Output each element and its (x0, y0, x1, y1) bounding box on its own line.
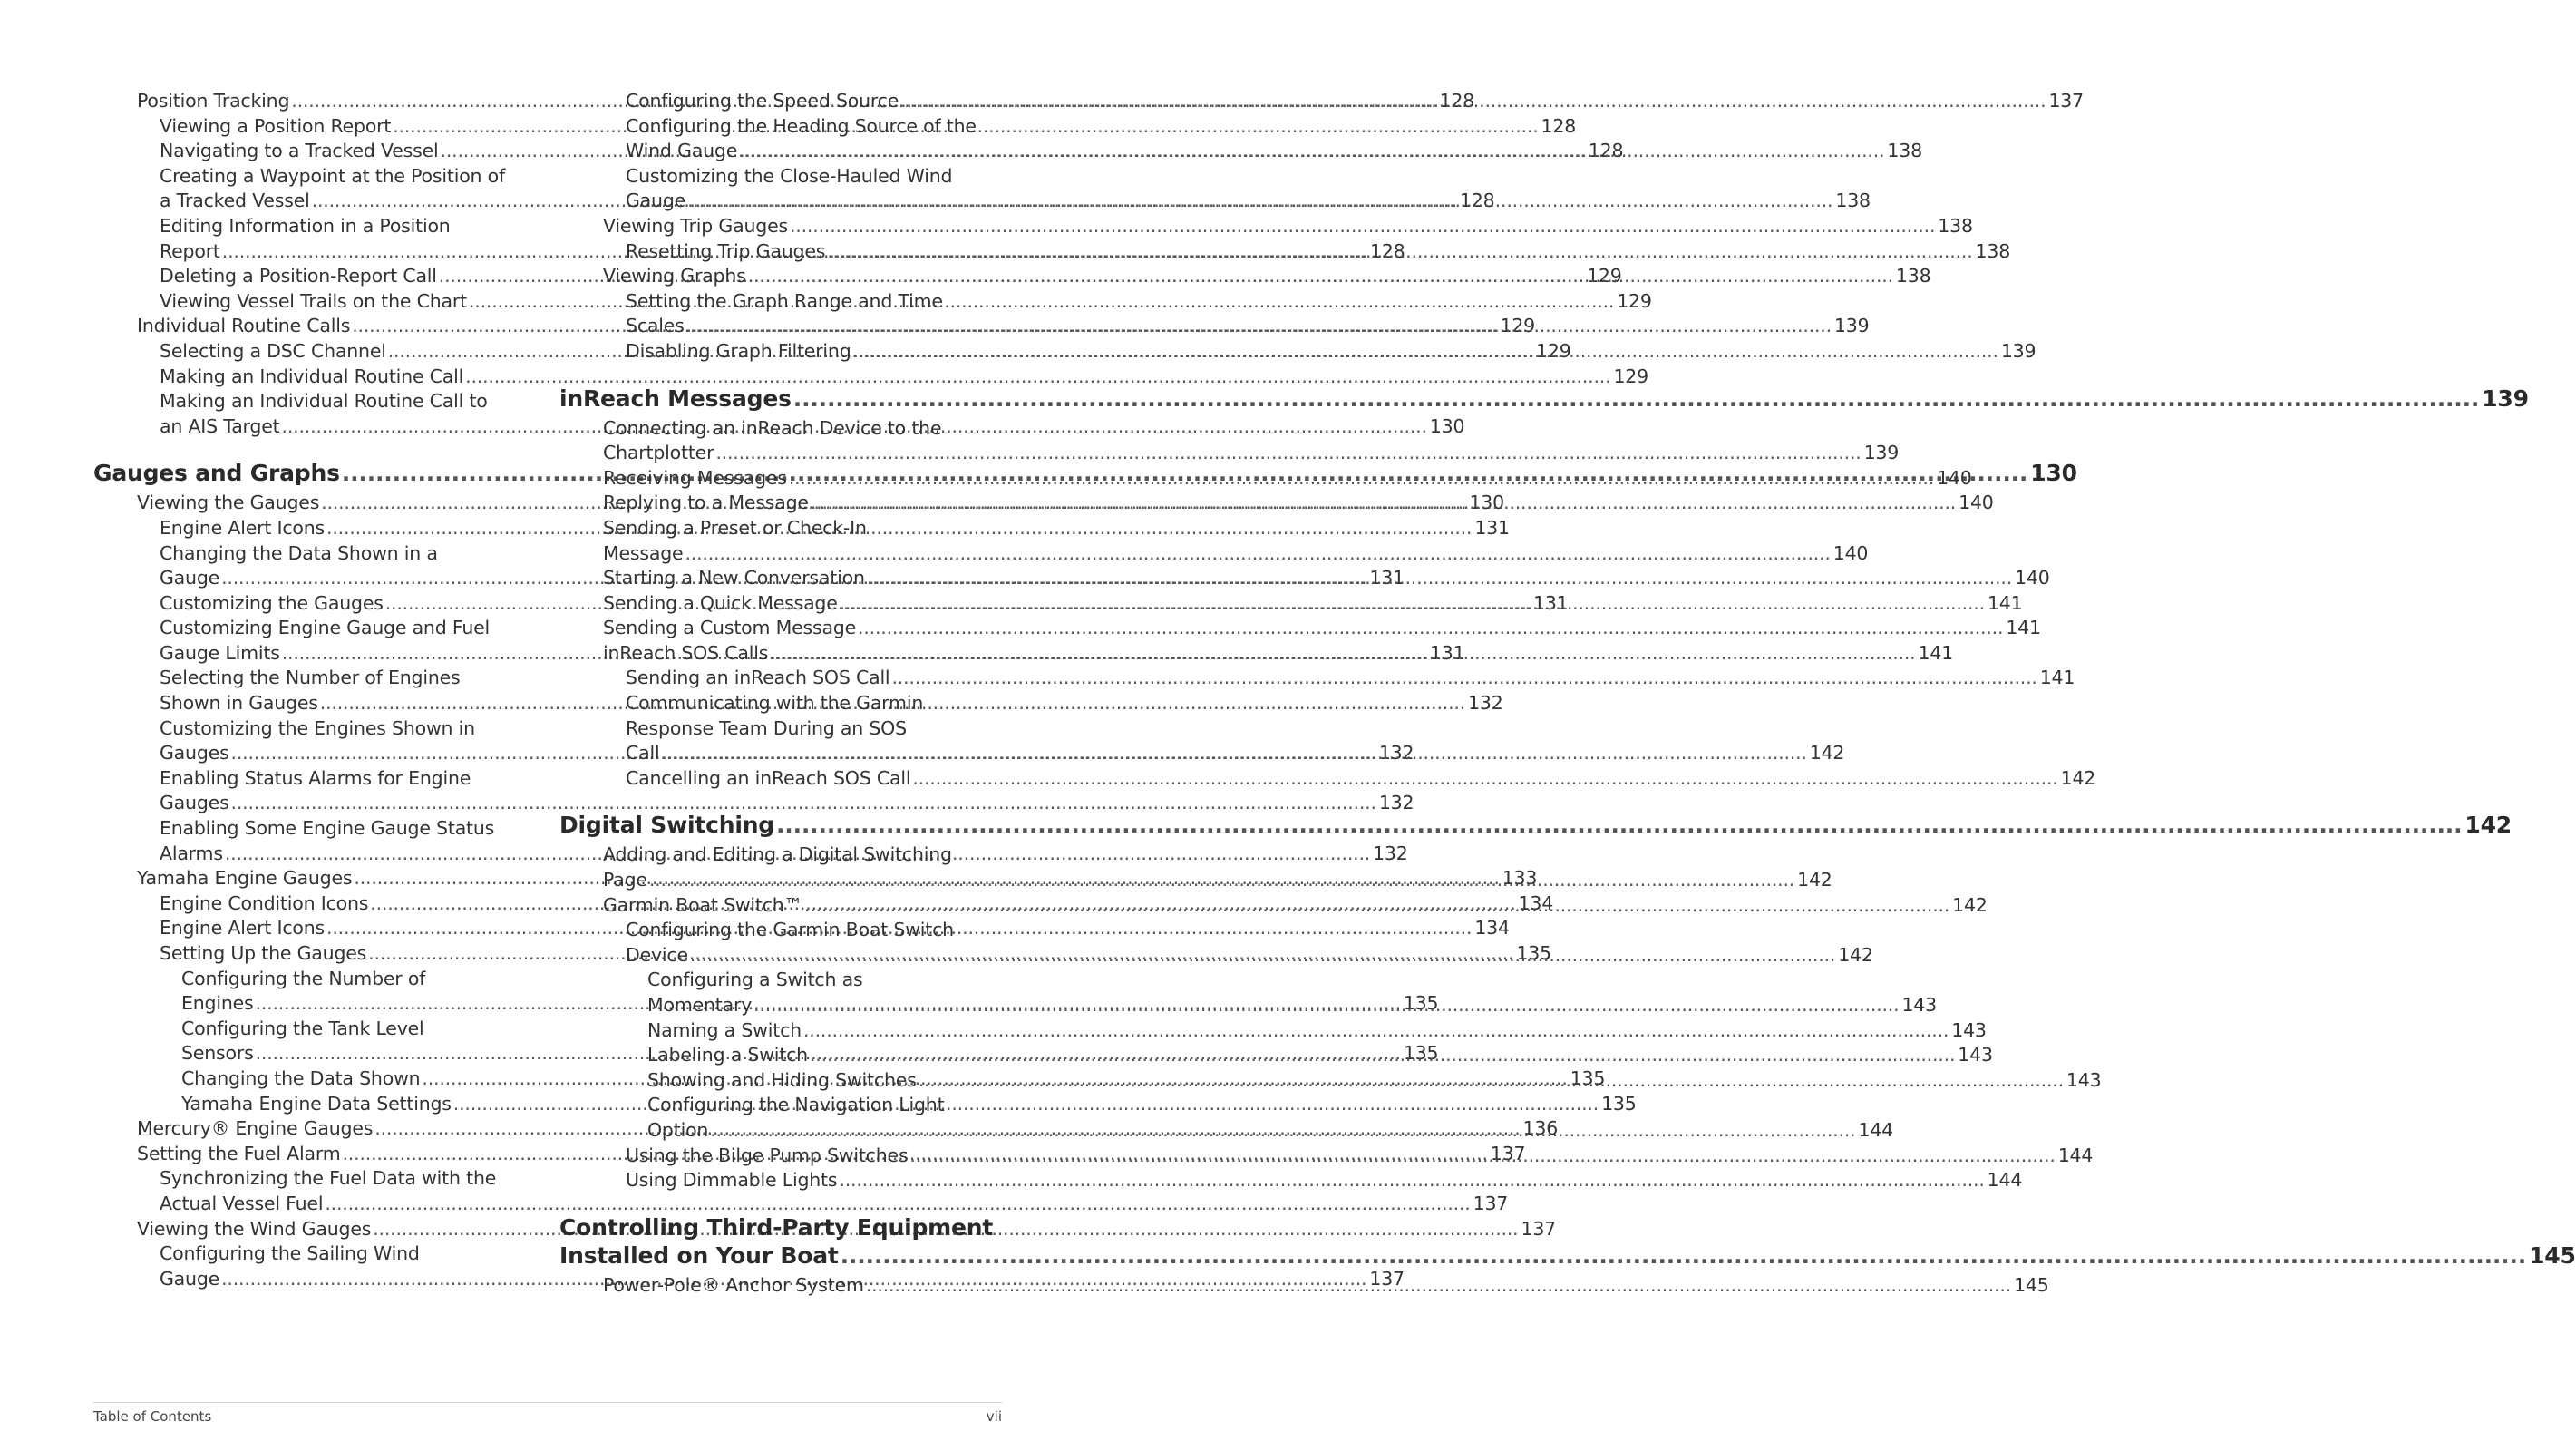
toc-entry-title: inReach SOS Calls (603, 641, 769, 664)
toc-entry-title-line: Enabling Some Engine Gauge Status (160, 817, 495, 840)
toc-entry-title: Engines (181, 992, 254, 1015)
toc-page-number: 141 (2039, 667, 2075, 689)
toc-page-number: 130 (1429, 414, 1465, 437)
toc-page-number: 140 (2015, 567, 2050, 589)
dot-leader (912, 766, 2057, 792)
toc-entry-title-line: Configuring the Tank Level (181, 1017, 424, 1039)
toc-entry-title-line: Configuring a Switch as (647, 969, 863, 991)
toc-page-number: 138 (1887, 140, 1922, 162)
toc-entry-title: Gauges and Graphs (93, 460, 340, 487)
toc-entry-title-line: Synchronizing the Fuel Data with the (160, 1167, 497, 1190)
toc-entry-title: Installed on Your Boat (559, 1242, 839, 1269)
toc-entry-title: Sending an inReach SOS Call (626, 667, 890, 689)
toc-page-number: 129 (1617, 289, 1652, 312)
dot-leader (811, 491, 1956, 516)
toc-entry-title: Naming a Switch (647, 1018, 802, 1041)
dot-leader (770, 641, 1915, 667)
toc-entry[interactable] (559, 466, 1972, 492)
toc-entry-title: Viewing Vessel Trails on the Chart (160, 289, 467, 312)
toc-entry-title: Page (603, 869, 647, 891)
dot-leader (793, 385, 2479, 413)
toc-entry-title: Configuring the Speed Source (626, 90, 899, 112)
toc-entry-title: Wind Gauge (626, 140, 738, 162)
toc-entry-title-line: Configuring the Garmin Boat Switch (626, 919, 954, 941)
dot-leader (661, 741, 1806, 766)
toc-entry-title-line: Selecting the Number of Engines (160, 667, 461, 689)
toc-entry-title-line: Enabling Status Alarms for Engine (160, 766, 471, 789)
dot-leader (715, 441, 1861, 466)
toc-entry-title: Engine Alert Icons (160, 516, 326, 539)
toc-entry-title: Individual Routine Calls (137, 315, 351, 337)
footer-section-label: Table of Contents (93, 1408, 212, 1425)
toc-entry-title: Viewing a Position Report (160, 114, 392, 137)
toc-entry-title-line: Customizing Engine Gauge and Fuel (160, 617, 491, 639)
toc-entry-title: Scales (626, 315, 685, 337)
toc-entry-title: Viewing the Wind Gauges (137, 1217, 372, 1240)
toc-page-number: 139 (2482, 385, 2529, 412)
toc-entry-title: Option (647, 1118, 709, 1141)
dot-leader (853, 339, 1998, 365)
toc-page-number: 131 (1429, 641, 1465, 664)
toc-entry-title: Actual Vessel Fuel (160, 1192, 324, 1214)
toc-entry[interactable] (559, 1168, 2023, 1193)
toc-page-number: 131 (1533, 591, 1569, 614)
toc-entry-title: Resetting Trip Gauges (626, 239, 826, 262)
toc-entry[interactable] (559, 666, 2075, 691)
toc-page-number: 129 (1613, 365, 1648, 387)
toc-page-number: 144 (2057, 1144, 2094, 1166)
dot-leader (858, 616, 2003, 641)
toc-entry-title: Momentary (647, 994, 753, 1016)
dot-leader (748, 264, 1893, 289)
toc-entry-title-line: Creating a Waypoint at the Position of (160, 164, 506, 187)
toc-entry-title-line: Configuring the Heading Source of the (626, 114, 977, 137)
toc-entry-title-line: Setting the Graph Range and Time (626, 289, 943, 312)
toc-entry-title: Starting a New Conversation (603, 567, 865, 589)
toc-page-number: 128 (1588, 140, 1624, 162)
toc-page-number: 144 (1858, 1118, 1894, 1141)
toc-entry-title: Setting the Fuel Alarm (137, 1142, 341, 1164)
toc-page-number: 129 (1536, 339, 1571, 362)
toc-entry-title: Making an Individual Routine Call (160, 365, 464, 387)
toc-entry[interactable] (559, 766, 2096, 792)
toc-entry-title: a Tracked Vessel (160, 190, 310, 212)
toc-page-number: 132 (1378, 792, 1414, 814)
toc-page-number: 142 (1797, 869, 1832, 891)
toc-page-number: 137 (2048, 90, 2084, 112)
toc-entry-title: Position Tracking (137, 90, 290, 112)
toc-page-number: 132 (1378, 742, 1414, 764)
dot-leader (710, 1118, 1855, 1144)
dot-leader (867, 566, 2012, 591)
toc-page-number: 136 (1522, 1117, 1559, 1140)
toc-page-number: 135 (1601, 1092, 1637, 1115)
page-footer (93, 1402, 1002, 1425)
toc-entry-title-line: Customizing the Close-Hauled Wind (626, 164, 953, 187)
toc-entry-title: Viewing Graphs (603, 265, 746, 287)
dot-leader (685, 541, 1830, 567)
toc-entry-title: Message (603, 541, 684, 564)
toc-page-number: 143 (1951, 1018, 1987, 1041)
toc-entry[interactable] (559, 616, 2041, 641)
dot-leader (690, 943, 1835, 969)
toc-page-number: 128 (1439, 90, 1475, 112)
toc-page-number: 141 (1987, 591, 2023, 614)
dot-leader (803, 1018, 1949, 1044)
toc-page-number: 142 (1952, 893, 1988, 916)
toc-entry-title: Labeling a Switch (647, 1044, 808, 1066)
toc-entry-title: Engine Alert Icons (160, 917, 326, 940)
toc-entry-title: Power-Pole® Anchor System (603, 1273, 864, 1296)
dot-leader (841, 1242, 2526, 1270)
toc-chapter-entry[interactable] (559, 811, 2512, 839)
toc-entry-title-line: Editing Information in a Position (160, 214, 451, 237)
toc-entry-title-line: Communicating with the Garmin (626, 692, 924, 715)
toc-page-number: 135 (1516, 942, 1551, 964)
dot-leader (919, 1068, 2064, 1094)
toc-entry-title: Gauge (160, 567, 220, 589)
dot-leader (827, 239, 1972, 265)
toc-page-number: 142 (1809, 742, 1845, 764)
toc-entry-title: Call (626, 742, 660, 764)
toc-entry-title: Mercury® Engine Gauges (137, 1117, 374, 1140)
toc-entry-title: Selecting a DSC Channel (160, 339, 386, 362)
toc-entry-title: Customizing the Gauges (160, 591, 384, 614)
toc-page-number: 138 (1895, 265, 1931, 287)
toc-entry-title-line: Connecting an inReach Device to the (603, 416, 942, 439)
toc-page-number: 134 (1474, 917, 1510, 940)
toc-page-number: 139 (2000, 339, 2036, 362)
toc-page-number: 130 (1469, 492, 1504, 514)
toc-entry-title-line: Configuring the Number of (181, 967, 426, 989)
toc-entry-title: an AIS Target (160, 414, 280, 437)
dot-leader (866, 1273, 2011, 1299)
toc-entry-title: Alarms (160, 842, 223, 864)
dot-leader (753, 993, 1899, 1018)
toc-page-number: 137 (1473, 1192, 1509, 1214)
toc-page-number: 140 (1959, 492, 1994, 514)
toc-entry-title: Gauge (626, 190, 686, 212)
toc-page-number: 145 (2529, 1242, 2576, 1269)
toc-entry-title: Viewing the Gauges (137, 492, 320, 514)
dot-leader (909, 1144, 2055, 1169)
toc-page-number: 144 (1987, 1169, 2023, 1192)
toc-page-number: 135 (1403, 992, 1439, 1015)
toc-entry[interactable] (559, 214, 1973, 239)
toc-entry-title: Changing the Data Shown (181, 1066, 421, 1089)
toc-page-number: 129 (1500, 315, 1536, 337)
dot-leader (686, 314, 1832, 339)
toc-entry-title-line: Response Team During an SOS (626, 716, 907, 739)
toc-entry-title: Viewing Trip Gauges (603, 214, 788, 237)
dot-leader (790, 214, 1935, 239)
toc-page-number: 128 (1541, 114, 1577, 137)
toc-page-number: 142 (2060, 766, 2096, 789)
dot-leader (891, 666, 2036, 691)
dot-leader (804, 893, 1949, 919)
toc-page-number: 137 (1369, 1267, 1405, 1290)
toc-page-number: 143 (2066, 1068, 2102, 1091)
dot-leader (687, 189, 1832, 214)
toc-entry-title: Cancelling an inReach SOS Call (626, 766, 911, 789)
toc-entry-title-line: Adding and Editing a Digital Switching (603, 843, 952, 866)
toc-page-number: 141 (2006, 617, 2041, 639)
toc-entry-title-line: Configuring the Sailing Wind (160, 1242, 420, 1265)
toc-entry-title: Yamaha Engine Gauges (137, 867, 353, 890)
toc-page-number: 131 (1369, 567, 1405, 589)
toc-page-number: 129 (1587, 265, 1622, 287)
toc-page-number: 139 (1833, 315, 1870, 337)
toc-page-number: 142 (2464, 812, 2512, 839)
toc-page-number: 133 (1502, 867, 1538, 890)
toc-page-number: 137 (1521, 1217, 1557, 1240)
dot-leader (840, 591, 1985, 617)
toc-page-number: 145 (2014, 1273, 2049, 1296)
footer-page-number: vii (986, 1408, 1002, 1425)
toc-entry-title-line: Customizing the Engines Shown in (160, 716, 475, 739)
toc-page-number: 132 (1468, 692, 1503, 715)
toc-entry-title: Using the Bilge Pump Switches (626, 1144, 909, 1166)
toc-page-number: 138 (1975, 239, 2011, 262)
toc-entry-title-line: Configuring the Navigation Light (647, 1094, 945, 1116)
toc-entry[interactable] (559, 1018, 1987, 1044)
toc-page-number: 143 (1901, 994, 1937, 1016)
toc-entry-title: Garmin Boat Switch™ (603, 893, 802, 916)
toc-entry[interactable] (93, 365, 1648, 390)
toc-entry-title: Gauge Limits (160, 641, 280, 664)
toc-entry-title: Replying to a Message (603, 492, 809, 514)
dot-leader (900, 89, 2046, 114)
toc-entry-title-line: Changing the Data Shown in a (160, 541, 438, 564)
toc-entry-title: inReach Messages (559, 385, 792, 412)
toc-page-number: 140 (1832, 541, 1869, 564)
toc-chapter-entry[interactable] (559, 385, 2529, 413)
toc-page-number: 139 (1863, 442, 1900, 464)
toc-entry-title: Sending a Quick Message (603, 591, 838, 614)
toc-page-number: 134 (1518, 891, 1554, 914)
dot-leader (839, 1168, 1984, 1193)
toc-page-number: 128 (1370, 239, 1405, 262)
toc-entry-title: Gauges (160, 792, 229, 814)
toc-entry-title-line: Controlling Third-Party Equipment (559, 1213, 994, 1241)
toc-entry-title-line: Making an Individual Routine Call to (160, 390, 488, 413)
toc-entry-title: Engine Condition Icons (160, 891, 369, 914)
toc-entry-title: Yamaha Engine Data Settings (181, 1092, 452, 1115)
toc-entry-title: Shown in Gauges (160, 692, 318, 715)
toc-entry-title: Sensors (181, 1042, 254, 1065)
toc-entry-title: Setting Up the Gauges (160, 942, 367, 964)
dot-leader (649, 868, 1794, 893)
toc-page-number: 135 (1570, 1066, 1606, 1089)
toc-page-number: 131 (1474, 516, 1510, 539)
dot-leader (739, 139, 1884, 164)
toc-page-number: 137 (1490, 1142, 1526, 1164)
dot-leader (789, 466, 1934, 492)
toc-entry-title: Receiving Messages (603, 466, 787, 489)
toc-entry-title: Report (160, 239, 220, 262)
dot-leader (810, 1043, 1955, 1068)
toc-page-number: 142 (1838, 943, 1873, 966)
toc-entry-title: Gauges (160, 742, 229, 764)
toc-entry-title-line: Sending a Preset or Check-In (603, 516, 867, 539)
toc-entry-title: Showing and Hiding Switches (647, 1068, 917, 1091)
toc-entry-title: Navigating to a Tracked Vessel (160, 140, 439, 162)
toc-page-number: 143 (1958, 1044, 1993, 1066)
toc-entry-title: Deleting a Position-Report Call (160, 265, 437, 287)
toc-entry-title: Disabling Graph Filtering (626, 339, 851, 362)
toc-entry-title: Gauge (160, 1267, 220, 1290)
toc-page-number: 130 (2030, 460, 2077, 487)
toc-page-number: 135 (1403, 1042, 1439, 1065)
toc-entry-title: Sending a Custom Message (603, 617, 857, 639)
toc-page-number: 128 (1459, 190, 1495, 212)
toc-entry-title: Chartplotter (603, 442, 714, 464)
toc-entry-title: Digital Switching (559, 812, 774, 839)
dot-leader (776, 811, 2462, 839)
toc-page-number: 138 (1835, 190, 1871, 212)
toc-page-number: 141 (1918, 641, 1954, 664)
toc-page-number: 140 (1937, 466, 1972, 489)
toc-entry-title: Using Dimmable Lights (626, 1169, 838, 1192)
toc-page-number: 138 (1938, 214, 1973, 237)
toc-entry-title: Device (626, 943, 688, 966)
toc-page-number: 132 (1373, 842, 1408, 864)
